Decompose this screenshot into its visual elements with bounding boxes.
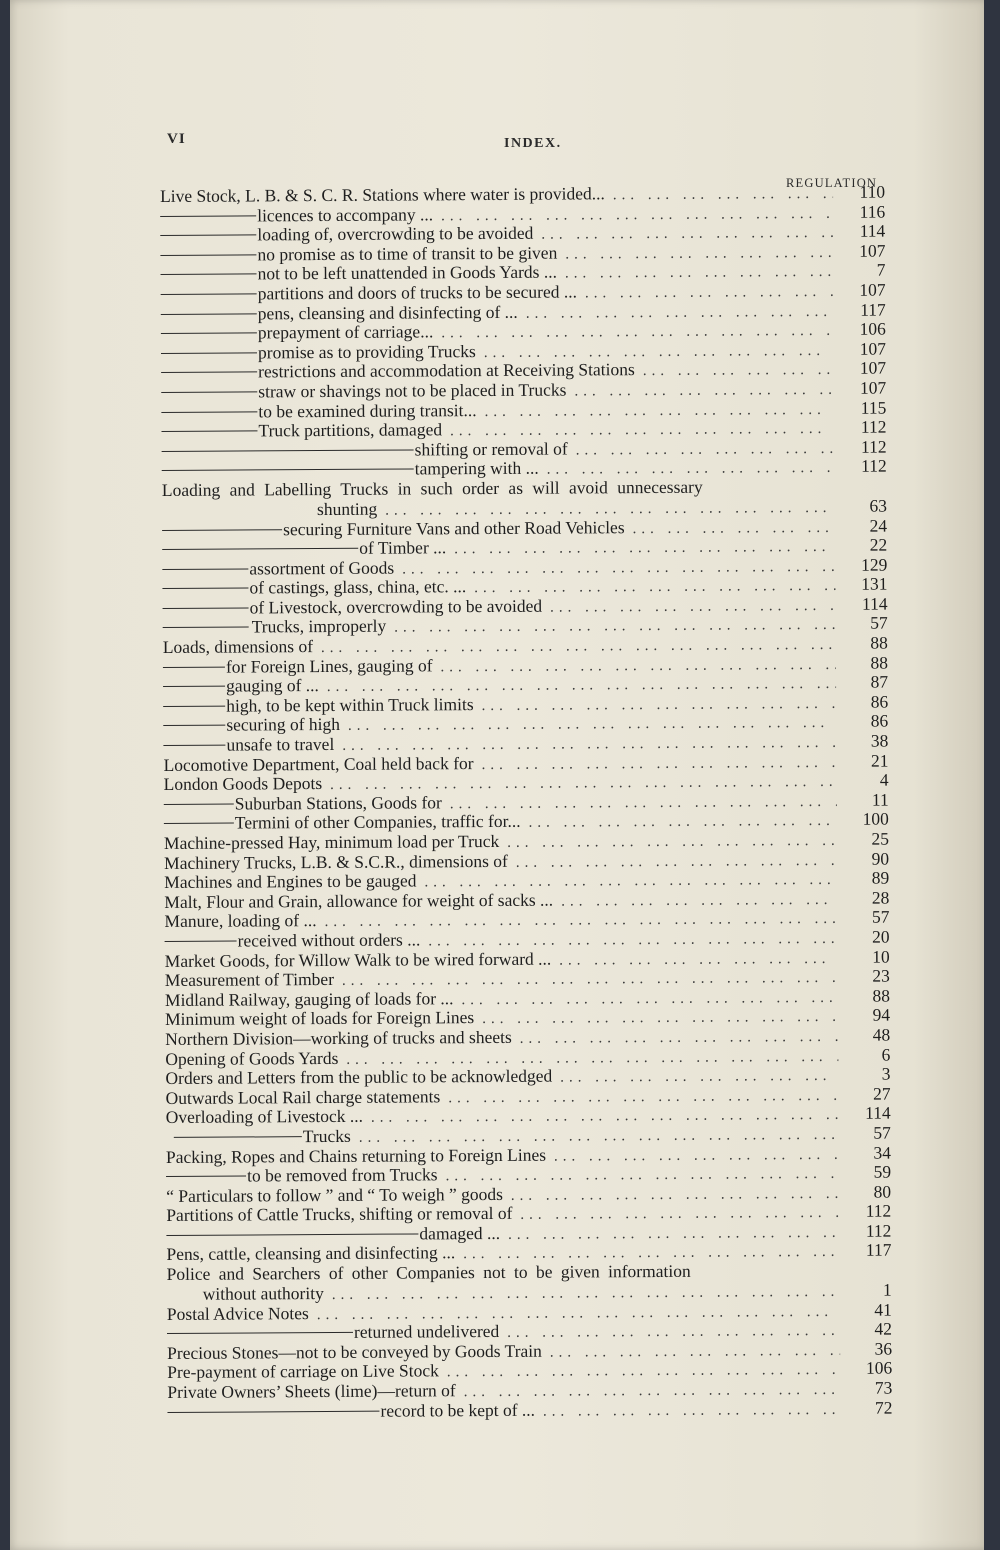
entry-text: Locomotive Department, Coal held back for (163, 752, 474, 775)
entry-text: returned undelivered (353, 1321, 500, 1343)
entry-text: without authority (202, 1283, 324, 1304)
entry-regulation: 88 (870, 632, 888, 653)
entry-text: Malt, Flour and Grain, allowance for weight of sacks ... (164, 889, 554, 912)
entry-text: tampering with ... (414, 458, 539, 479)
entry-text: for Foreign Lines, gauging of (225, 655, 433, 677)
entry-regulation: 4 (879, 769, 889, 790)
index-entry (162, 555, 887, 579)
entry-regulation: 34 (873, 1142, 891, 1163)
entry-text: gauging of ... (225, 675, 319, 696)
entry-text: high, to be kept within Truck limits (226, 693, 474, 716)
index-entry (163, 732, 888, 756)
entry-text: London Goods Depots (163, 773, 323, 795)
ditto-rule (162, 469, 414, 472)
entry-text: to be examined during transit... (258, 399, 477, 421)
entry-text: Machines and Engines to be gauged (164, 870, 417, 893)
entry-text: Loads, dimensions of (162, 636, 314, 658)
entry-regulation: 106 (865, 1357, 893, 1379)
index-entry (163, 692, 888, 716)
entry-text: Minimum weight of loads for Foreign Lines (165, 1007, 475, 1030)
entry-text: “ Particulars to follow ” and “ To weigh ” goods (166, 1183, 503, 1206)
entry-regulation: 114 (861, 593, 888, 614)
entry-regulation: 117 (865, 1240, 892, 1261)
index-entry (163, 673, 888, 697)
entry-regulation: 42 (874, 1318, 893, 1339)
index-entry (163, 614, 888, 638)
entry-text: Private Owners’ Sheets (lime)—return of (167, 1380, 456, 1403)
ditto-rule (166, 1233, 418, 1236)
index-entry (163, 712, 888, 736)
entry-regulation: 48 (872, 1024, 891, 1045)
entry-regulation: 94 (872, 1004, 891, 1026)
entry-text: record to be kept of ... (380, 1399, 536, 1421)
entry-regulation: 57 (870, 613, 888, 634)
ditto-rule (162, 548, 358, 550)
ditto-rule (167, 1332, 353, 1334)
index-entry (166, 1202, 891, 1226)
entry-regulation: 21 (870, 750, 889, 771)
index-entry (164, 771, 889, 795)
index-entry (160, 183, 885, 207)
entry-text: Machine-pressed Hay, minimum load per Truck (163, 830, 500, 853)
entry-regulation: 28 (871, 887, 890, 908)
entry-regulation: 22 (869, 534, 888, 555)
ditto-rule (162, 588, 248, 590)
index-entry (163, 634, 888, 658)
entry-regulation: 7 (876, 259, 886, 280)
index-entry (166, 1143, 891, 1167)
index-entry (166, 1163, 891, 1187)
index-entry (165, 967, 890, 991)
index-entry (161, 320, 886, 344)
entry-text: shunting (316, 498, 378, 519)
entry-text: Trucks (302, 1125, 351, 1147)
entry-text: pens, cleansing and disinfecting of ... (257, 301, 518, 323)
entry-text: securing of high (226, 714, 341, 736)
ditto-rule (162, 529, 282, 531)
ditto-rule (161, 431, 257, 433)
entry-regulation: 107 (859, 377, 887, 398)
index-entry (166, 1084, 891, 1108)
entry-regulation: 57 (873, 1122, 891, 1143)
ditto-rule (163, 705, 225, 706)
entry-regulation: 59 (873, 1161, 892, 1182)
entry-regulation: 57 (871, 906, 890, 928)
entry-text: Trucks, improperly (251, 616, 387, 637)
index-entry (167, 1300, 892, 1324)
entry-text: Pre-payment of carriage on Live Stock (167, 1360, 439, 1383)
ditto-rule (162, 568, 248, 570)
index-entry (166, 1182, 891, 1206)
index-entry (165, 947, 890, 971)
entry-text: Manure, loading of ... (164, 910, 317, 932)
index-entry (164, 908, 889, 932)
entry-regulation: 107 (859, 240, 886, 261)
entry-regulation: 107 (859, 357, 887, 379)
entry-text: Police and Searchers of other Companies not to be given information (166, 1260, 691, 1285)
ditto-rule (160, 235, 256, 237)
entry-regulation: 112 (860, 416, 887, 437)
book-cover-edge (984, 0, 992, 1550)
entry-text: Opening of Goods Yards (165, 1047, 339, 1069)
page-number: VI (167, 131, 186, 147)
entry-regulation: 112 (865, 1220, 892, 1241)
index-entry (165, 1025, 890, 1049)
entry-text: Packing, Ropes and Chains returning to Foreign Lines (165, 1144, 547, 1167)
entry-text: not to be left unattended in Goods Yards ... (257, 261, 558, 284)
entry-text: Market Goods, for Willow Walk to be wired forward ... (164, 948, 552, 971)
ditto-rule (174, 1136, 302, 1138)
entry-text: Suburban Stations, Goods for (234, 792, 442, 814)
index-entry (167, 1281, 892, 1305)
entry-regulation: 112 (860, 436, 887, 457)
index-entry (161, 379, 886, 403)
index-entry (165, 1065, 890, 1089)
entry-text: of castings, glass, china, etc. ... (249, 576, 467, 598)
entry-text: Partitions of Cattle Trucks, shifting or removal of (166, 1203, 513, 1226)
entry-text: received without orders ... (237, 929, 421, 951)
entry-regulation: 80 (873, 1181, 892, 1202)
entry-text: prepayment of carriage... (257, 321, 434, 343)
entry-text: licences to accompany ... (257, 203, 434, 226)
book-page (10, 0, 992, 1550)
ditto-rule (163, 686, 225, 687)
ditto-rule (161, 391, 257, 393)
entry-text: Postal Advice Notes (166, 1302, 309, 1324)
entry-text: partitions and doors of trucks to be secured ... (257, 281, 578, 304)
entry-regulation: 89 (871, 867, 890, 888)
entry-text: Loading and Labelling Trucks in such order as will avoid unnecessary (161, 476, 703, 500)
regulation-column-label: REGULATION (786, 176, 878, 190)
entry-regulation: 88 (870, 652, 888, 673)
entry-text: straw or shavings not to be placed in Trucks (258, 379, 567, 402)
entry-text: Live Stock, L. B. & S. C. R. Stations where water is provided... (159, 183, 605, 206)
index-entry (163, 751, 888, 775)
entry-regulation: 23 (872, 965, 890, 986)
index-entry (164, 810, 889, 834)
entry-regulation: 117 (860, 299, 886, 320)
ditto-rule (163, 666, 225, 667)
entry-text: no promise as to time of transit to be given (257, 242, 558, 265)
ditto-rule (160, 254, 256, 256)
entry-regulation: 41 (874, 1299, 892, 1320)
entry-text: securing Furniture Vans and other Road Vehicles (283, 516, 625, 539)
ditto-rule (164, 803, 234, 804)
entry-regulation: 100 (862, 808, 889, 830)
entry-regulation: 11 (871, 789, 889, 810)
entry-regulation: 131 (861, 573, 888, 595)
entry-regulation: 129 (861, 554, 888, 575)
index-entry (166, 1104, 891, 1128)
entry-text: Measurement of Timber (164, 969, 335, 991)
entry-regulation: 115 (860, 397, 887, 418)
index-entry (165, 1006, 890, 1030)
entry-regulation: 1 (882, 1279, 892, 1300)
entry-text: of Livestock, overcrowding to be avoided (249, 595, 543, 618)
ditto-rule (163, 607, 249, 609)
index-entry (167, 1359, 892, 1383)
entry-text: Midland Railway, gauging of loads for ... (164, 987, 454, 1010)
index-entry (164, 849, 889, 873)
ditto-rule (162, 449, 414, 452)
entry-regulation: 114 (864, 1102, 891, 1124)
index-entry (161, 281, 886, 305)
entry-text: loading of, overcrowding to be avoided (257, 222, 534, 245)
ditto-rule (163, 745, 225, 746)
running-head: INDEX. (504, 136, 562, 151)
entry-regulation: 87 (870, 671, 889, 692)
entry-regulation: 73 (874, 1377, 893, 1398)
entry-text: shifting or removal of (414, 438, 568, 460)
index-list (160, 183, 893, 1423)
entry-regulation: 114 (859, 220, 886, 241)
entry-text: assortment of Goods (249, 557, 395, 579)
entry-regulation: 116 (859, 201, 886, 222)
index-entry (164, 830, 889, 854)
entry-regulation: 86 (870, 691, 889, 712)
ditto-rule (161, 352, 257, 354)
entry-regulation: 10 (872, 946, 890, 967)
entry-text: Termini of other Companies, traffic for... (234, 811, 521, 833)
entry-regulation: 3 (881, 1063, 891, 1084)
entry-regulation: 88 (872, 985, 891, 1006)
index-entry (163, 653, 888, 677)
ditto-rule (166, 1176, 246, 1177)
index-entry (164, 790, 889, 814)
entry-regulation: 24 (869, 515, 888, 536)
entry-text: to be removed from Trucks (246, 1164, 438, 1186)
index-entry (161, 398, 886, 422)
ditto-rule (163, 725, 225, 726)
entry-text: Truck partitions, damaged (258, 419, 443, 441)
entry-regulation: 36 (874, 1338, 893, 1359)
entry-regulation: 110 (859, 181, 886, 202)
entry-regulation: 72 (874, 1397, 893, 1418)
ditto-rule (164, 823, 234, 824)
ditto-rule (161, 333, 257, 335)
index-entry (167, 1339, 892, 1363)
entry-text: Orders and Letters from the public to be acknowledged (165, 1065, 553, 1089)
index-entry (165, 986, 890, 1010)
entry-text: Northern Division—working of trucks and sheets (165, 1026, 512, 1049)
ditto-rule (161, 274, 257, 276)
entry-regulation: 20 (872, 926, 890, 947)
entry-text: damaged ... (419, 1222, 501, 1244)
entry-regulation: 112 (861, 455, 887, 477)
ditto-rule (161, 411, 257, 413)
index-entry (161, 300, 886, 324)
entry-regulation: 86 (870, 710, 889, 732)
entry-text: restrictions and accommodation at Receiving Stations (258, 359, 635, 382)
entry-text: unsafe to travel (226, 733, 335, 755)
entry-regulation: 106 (859, 318, 886, 339)
entry-regulation: 112 (865, 1200, 892, 1221)
entry-regulation: 90 (871, 848, 890, 869)
ditto-rule (167, 1410, 379, 1412)
ditto-rule (160, 215, 256, 217)
entry-text: Machinery Trucks, L.B. & S.C.R., dimensions of (164, 850, 508, 873)
ditto-rule (161, 293, 257, 295)
entry-text: Precious Stones—not to be conveyed by Goods Train (167, 1340, 542, 1363)
entry-regulation: 38 (870, 730, 889, 751)
entry-regulation: 6 (881, 1044, 891, 1065)
entry-text: promise as to providing Trucks (257, 340, 476, 363)
entry-regulation: 27 (872, 1083, 891, 1104)
ditto-rule (161, 313, 257, 315)
entry-regulation: 107 (859, 279, 886, 300)
entry-regulation: 63 (869, 495, 888, 516)
ditto-rule (165, 941, 237, 942)
ditto-rule (161, 372, 257, 374)
index-entry (163, 594, 888, 618)
entry-regulation: 107 (859, 338, 887, 359)
entry-text: Overloading of Livestock ... (165, 1106, 364, 1128)
index-entry (162, 536, 887, 560)
entry-regulation: 25 (871, 828, 890, 849)
entry-text: Pens, cattle, cleansing and disinfecting ... (166, 1242, 456, 1265)
ditto-rule (163, 627, 249, 629)
index-entry (164, 888, 889, 912)
entry-text: Outwards Local Rail charge statements (165, 1086, 441, 1108)
entry-text: of Timber ... (359, 537, 447, 558)
